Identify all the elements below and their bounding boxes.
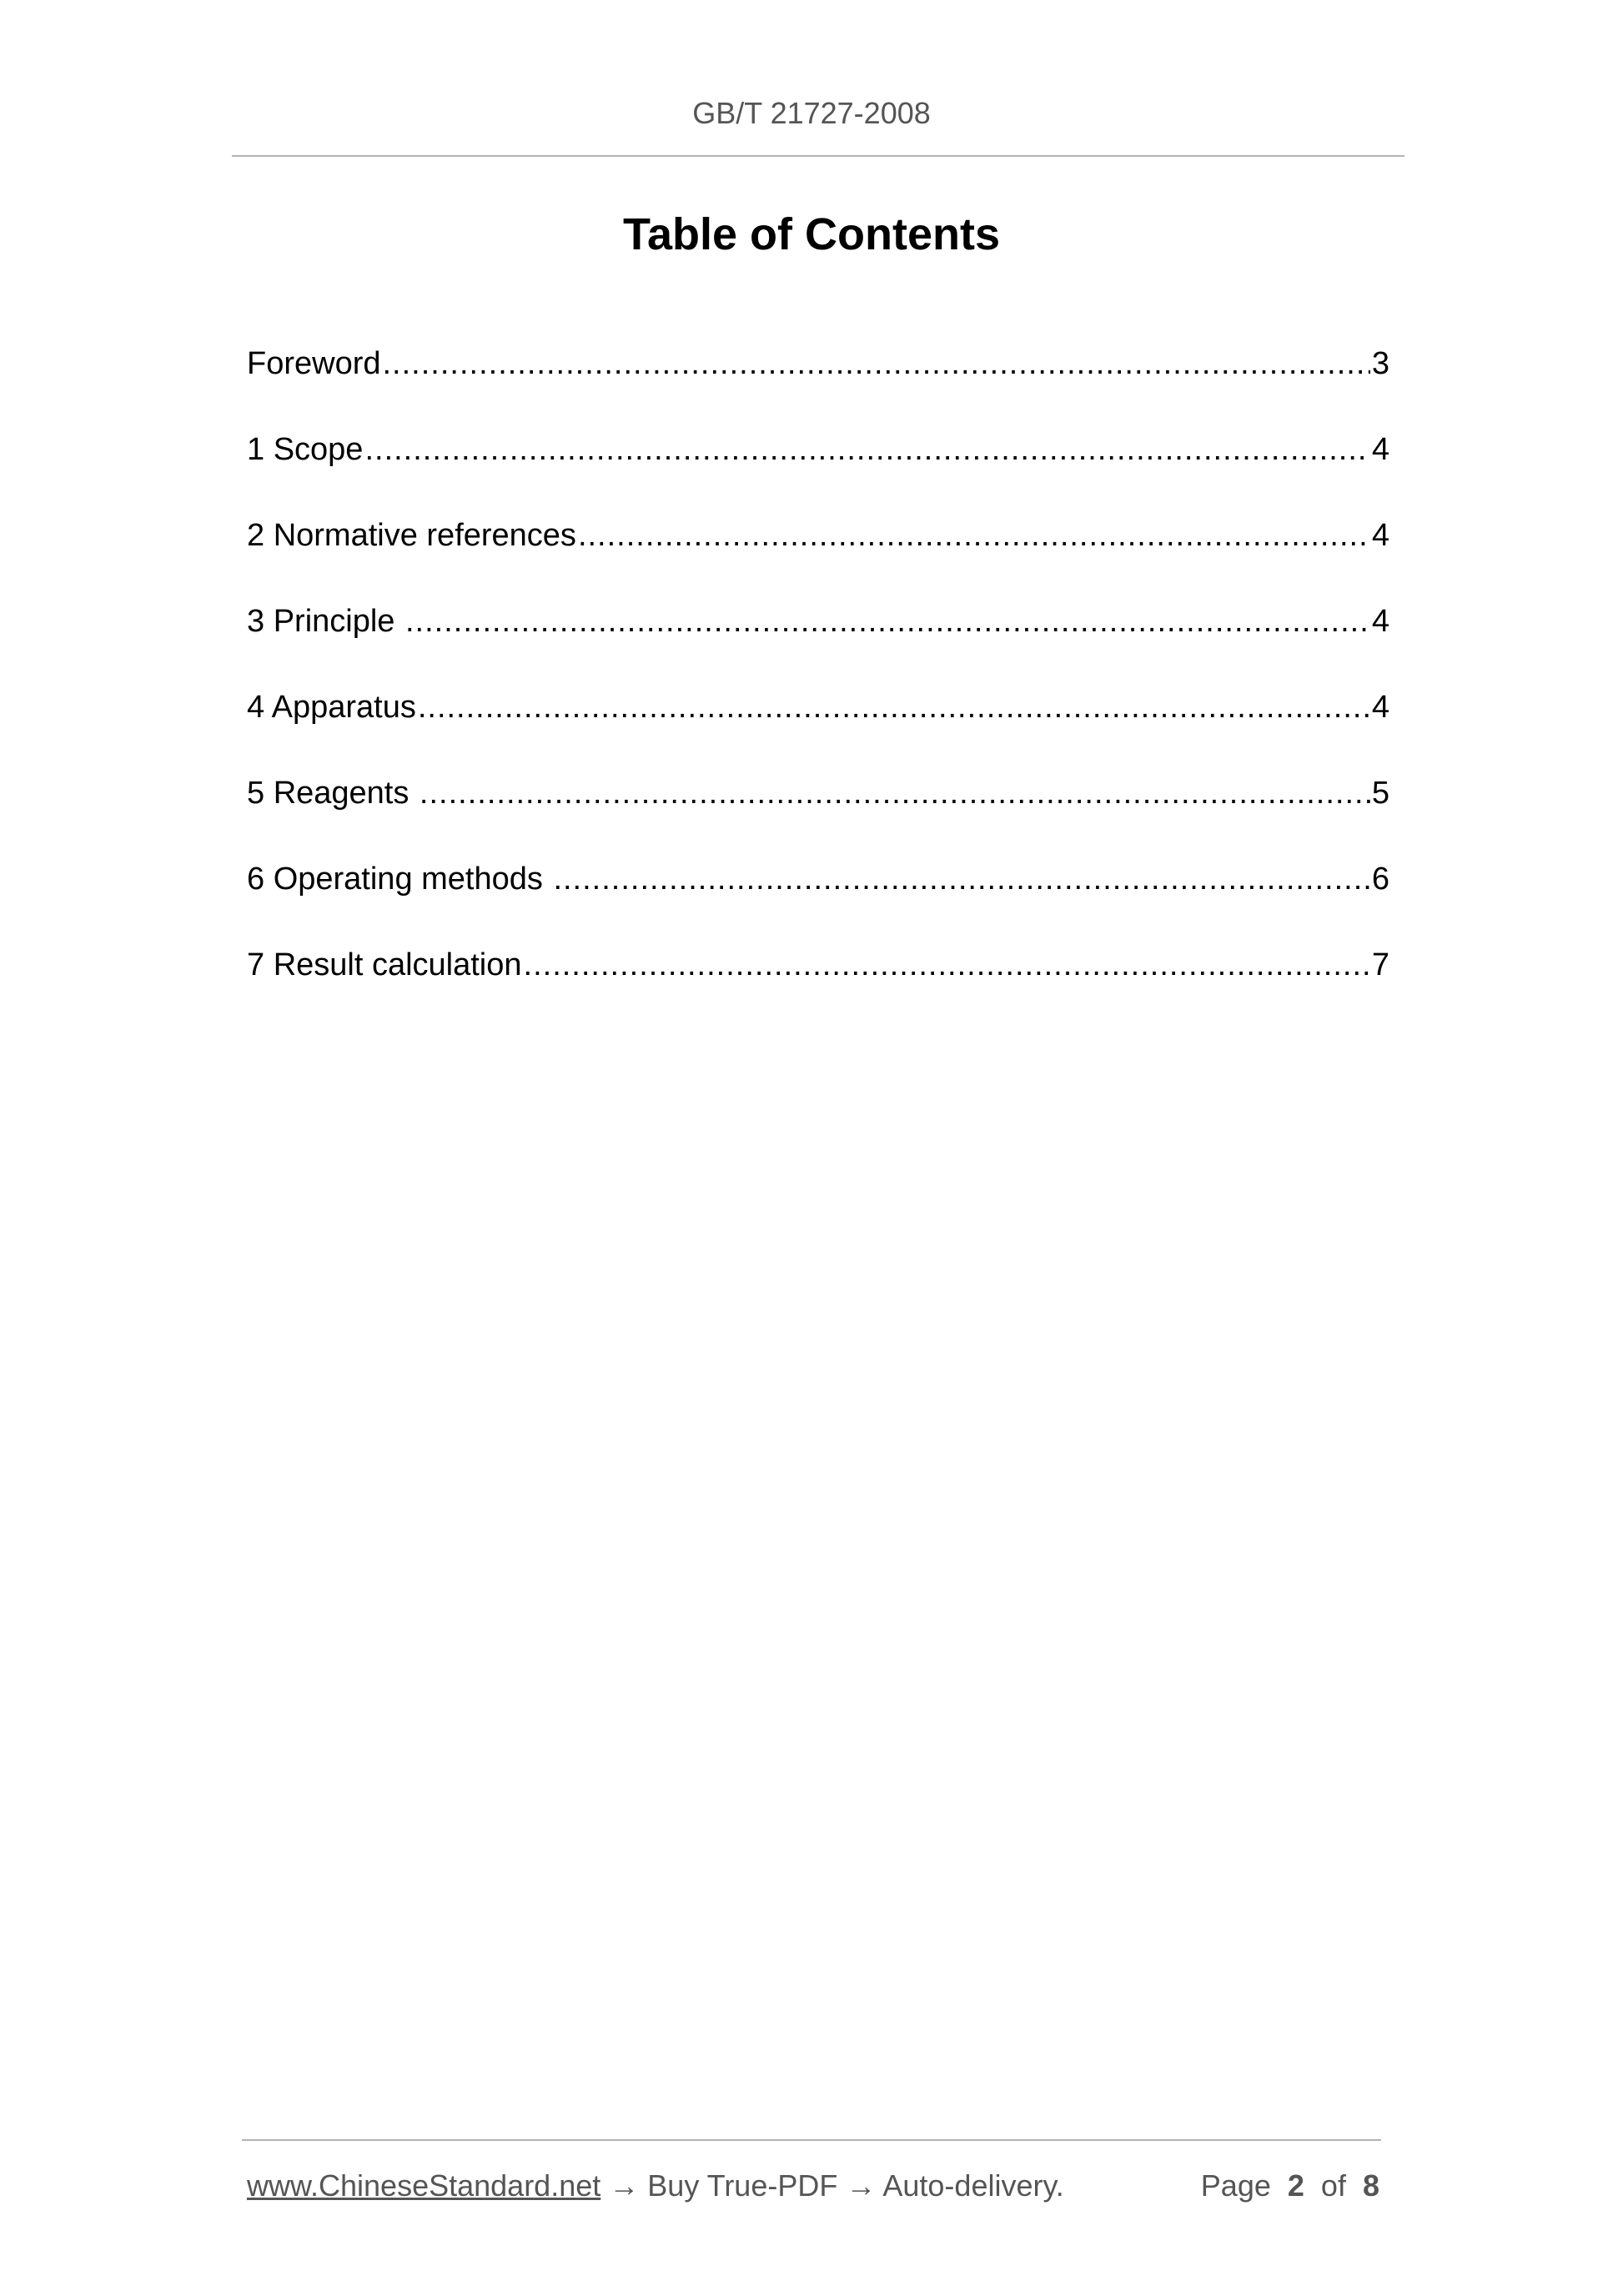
footer-divider: [242, 2139, 1381, 2141]
toc-entry-page: 6: [1371, 862, 1389, 897]
toc-dot-leader: [578, 509, 1370, 562]
page-footer: [247, 2165, 1379, 2207]
header-divider: [232, 155, 1404, 157]
toc-entry-page: 3: [1371, 346, 1389, 381]
page-number: [1201, 2165, 1379, 2207]
footer-promo: [247, 2165, 1064, 2207]
toc-entry-result-calculation[interactable]: [247, 938, 1389, 1024]
toc-entry-page: 4: [1371, 690, 1389, 725]
toc-entry-apparatus[interactable]: [247, 681, 1389, 766]
toc-entry-page: 5: [1371, 776, 1389, 811]
page-title: Table of Contents: [623, 209, 1000, 259]
of-label: of: [1320, 2168, 1346, 2203]
toc-dot-leader: [418, 681, 1370, 734]
arrow-right-icon: →: [609, 2168, 640, 2203]
toc-dot-leader: [364, 423, 1369, 476]
toc-entry-reagents[interactable]: [247, 766, 1389, 852]
toc-entry-page: 4: [1371, 432, 1389, 467]
toc-list: [247, 337, 1389, 1024]
toc-entry-foreword[interactable]: [247, 337, 1389, 423]
toc-dot-leader: [553, 852, 1369, 906]
toc-dot-leader: [383, 337, 1370, 390]
current-page-number: 2: [1287, 2168, 1304, 2203]
document-code-header: GB/T 21727-2008: [692, 96, 931, 130]
toc-entry-scope[interactable]: [247, 423, 1389, 509]
toc-dot-leader: [420, 766, 1370, 820]
toc-entry-label: Foreword: [247, 346, 381, 381]
website-link[interactable]: www.ChineseStandard.net: [247, 2168, 601, 2203]
auto-delivery-text: Auto-delivery.: [882, 2168, 1064, 2203]
toc-entry-label: 5 Reagents: [247, 776, 418, 811]
buy-true-pdf-text: Buy True-PDF: [647, 2168, 838, 2203]
toc-entry-page: 4: [1371, 518, 1389, 553]
toc-entry-normative-references[interactable]: [247, 509, 1389, 595]
toc-entry-principle[interactable]: [247, 595, 1389, 681]
toc-dot-leader: [524, 938, 1370, 992]
toc-entry-label: 1 Scope: [247, 432, 364, 467]
toc-entry-page: 4: [1371, 604, 1389, 639]
toc-entry-label: 4 Apparatus: [247, 690, 416, 725]
toc-entry-label: 3 Principle: [247, 604, 404, 639]
toc-dot-leader: [405, 595, 1370, 648]
total-page-count: 8: [1362, 2168, 1379, 2203]
toc-entry-label: 6 Operating methods: [247, 862, 552, 897]
toc-entry-label: 2 Normative references: [247, 518, 576, 553]
toc-entry-operating-methods[interactable]: [247, 852, 1389, 938]
page-label: Page: [1200, 2168, 1271, 2203]
toc-entry-label: 7 Result calculation: [247, 947, 522, 982]
toc-entry-page: 7: [1371, 947, 1389, 982]
arrow-right-icon: →: [846, 2168, 877, 2203]
